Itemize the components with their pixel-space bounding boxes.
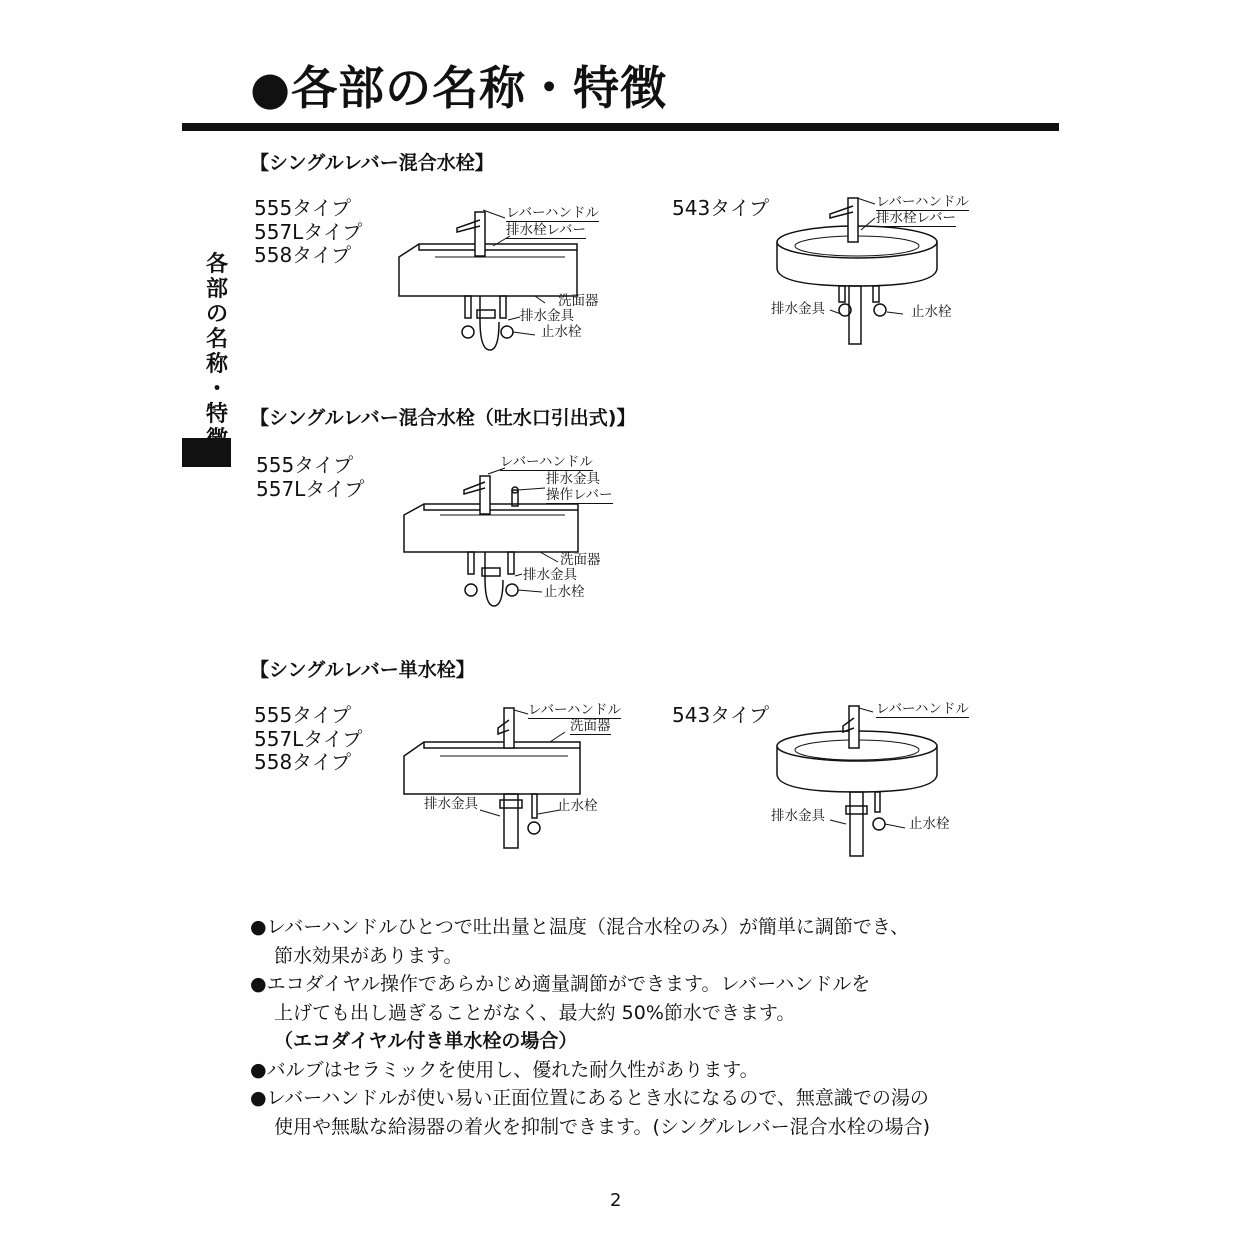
label-drain-lever-543: 排水栓レバー (876, 210, 957, 226)
section-heading-mixer: 【シングルレバー混合水栓】 (250, 152, 494, 174)
round-basin-single-diagram (775, 700, 975, 860)
section-heading-pullout: 【シングルレバー混合水栓（吐水口引出式)】 (250, 407, 636, 429)
feature-line: ●バルブはセラミックを使用し、優れた耐久性があります。 (250, 1058, 759, 1081)
feature-line: 使用や無駄な給湯器の着火を抑制できます。(シングルレバー混合水栓の場合) (274, 1115, 931, 1138)
feature-list (250, 913, 1010, 1141)
label-drain-fitting-single: 排水金具 (424, 796, 478, 812)
model-list-single-left: 555タイプ 557Lタイプ 558タイプ (254, 703, 363, 774)
label-drain-fitting-single-543: 排水金具 (771, 808, 825, 824)
feature-line: ●レバーハンドルひとつで吐出量と温度（混合水栓のみ）が簡単に調節でき、 (250, 916, 910, 938)
feature-line: （エコダイヤル付き単水栓の場合） (274, 1030, 578, 1052)
label-drain-fitting-pullout: 排水金具 (523, 567, 577, 583)
side-section-tab (182, 438, 231, 467)
label-operation-lever: 操作レバー (546, 487, 613, 503)
feature-line: 上げても出し過ぎることがなく、最大約 50%節水できます。 (274, 1001, 796, 1024)
feature-line: ●エコダイヤル操作であらかじめ適量調節ができます。レバーハンドルを (250, 973, 871, 995)
label-stop-valve-single-543: 止水栓 (909, 816, 950, 832)
feature-line: ●レバーハンドルが使い易い正面位置にあるとき水になるので、無意識での湯の (250, 1087, 929, 1109)
page-number: 2 (610, 1190, 622, 1211)
label-lever-handle-single-543: レバーハンドル (876, 701, 969, 717)
feature-line: 節水効果があります。 (274, 944, 463, 967)
label-lever-handle-single: レバーハンドル (528, 702, 621, 718)
model-list-single-right: 543タイプ (672, 703, 770, 727)
label-drain-fitting-543: 排水金具 (771, 301, 825, 317)
label-drain-lever: 排水栓レバー (506, 222, 587, 238)
label-stop-valve-543: 止水栓 (911, 304, 952, 320)
label-stop-valve-single: 止水栓 (557, 798, 598, 814)
label-basin-pullout: 洗面器 (560, 552, 601, 568)
title-rule (182, 123, 1059, 131)
label-drain-fitting-pullout-top: 排水金具 (546, 471, 600, 487)
label-lever-handle: レバーハンドル (506, 205, 599, 221)
model-list-pullout: 555タイプ 557Lタイプ (256, 453, 365, 501)
side-section-label: 各 部 の 名 称 ・ 特 (205, 252, 228, 427)
page-title: ●各部の名称・特徴 (250, 61, 668, 115)
label-lever-handle-543: レバーハンドル (876, 194, 969, 210)
label-drain-fitting: 排水金具 (520, 308, 574, 324)
model-list-mixer-left: 555タイプ 557Lタイプ 558タイプ (254, 196, 363, 267)
label-stop-valve: 止水栓 (541, 324, 582, 340)
label-stop-valve-pullout: 止水栓 (544, 584, 585, 600)
label-basin-single: 洗面器 (570, 718, 611, 734)
label-basin: 洗面器 (558, 293, 599, 309)
label-lever-handle-pullout: レバーハンドル (500, 454, 593, 470)
section-heading-single: 【シングルレバー単水栓】 (250, 659, 475, 681)
model-list-mixer-right: 543タイプ (672, 196, 770, 220)
